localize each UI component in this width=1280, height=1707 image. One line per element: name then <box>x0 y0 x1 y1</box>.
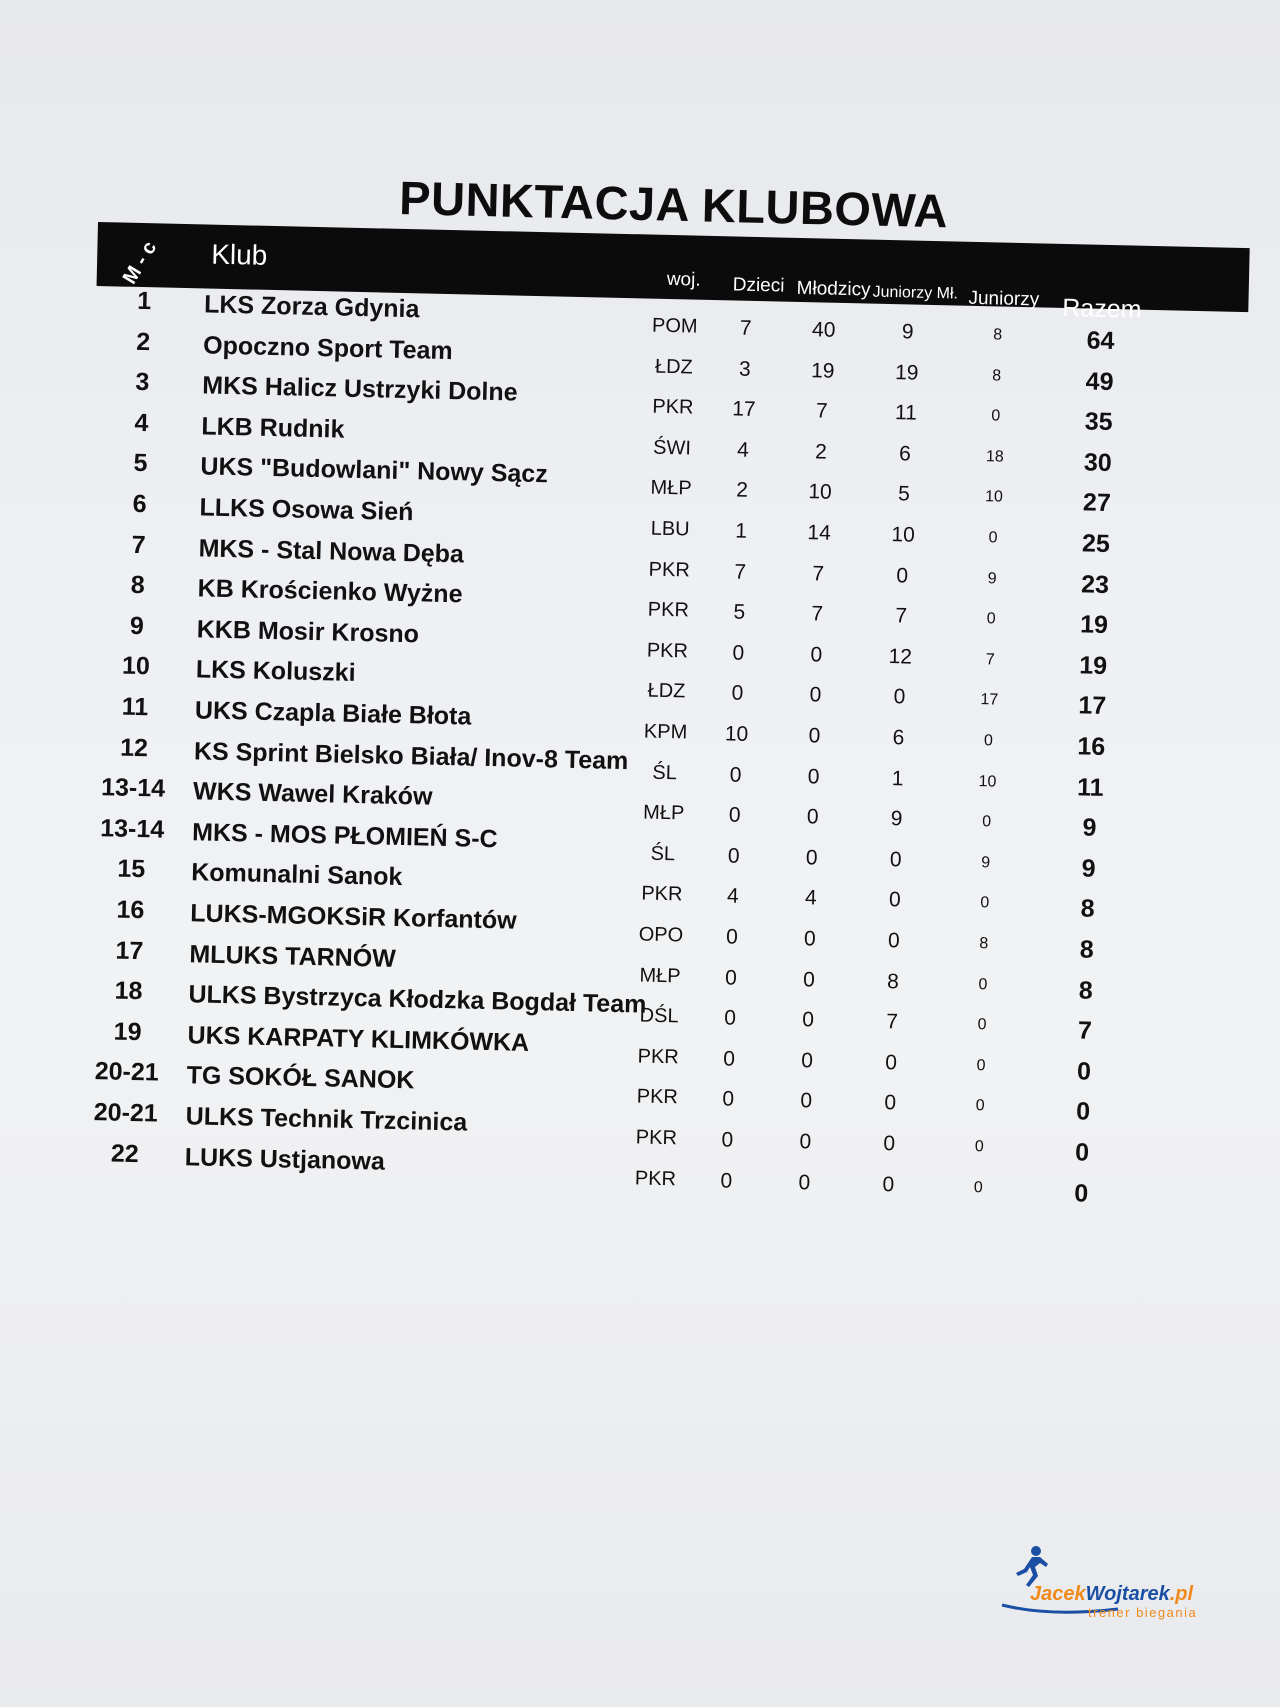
dzieci-cell: 5 <box>733 600 746 624</box>
position-cell: 7 <box>131 530 146 559</box>
juniorzy-cell: 8 <box>993 326 1003 344</box>
mlodzicy-cell: 0 <box>809 683 822 707</box>
club-name-cell: LKS Zorza Gdynia <box>203 290 420 324</box>
voivodeship-cell: KPM <box>643 720 688 744</box>
razem-cell: 8 <box>1080 894 1095 924</box>
juniorzy-ml-cell: 0 <box>889 847 902 872</box>
dzieci-cell: 0 <box>731 681 744 706</box>
position-cell: 17 <box>115 936 144 965</box>
razem-cell: 0 <box>1074 1138 1090 1167</box>
razem-cell: 11 <box>1076 772 1104 802</box>
header-position: M - c <box>118 237 162 288</box>
voivodeship-cell: LBU <box>650 517 690 541</box>
juniorzy-ml-cell: 0 <box>884 1091 897 1115</box>
club-name-cell: UKS Czapla Białe Błota <box>194 696 472 731</box>
club-name-cell: KB Krościenko Wyżne <box>197 574 463 609</box>
mlodzicy-cell: 0 <box>798 1170 811 1194</box>
brand-part-3: .pl <box>1169 1583 1194 1605</box>
header-voivodeship: woj. <box>666 268 701 291</box>
header-club: Klub <box>210 238 268 271</box>
juniorzy-cell: 10 <box>984 488 1004 506</box>
dzieci-cell: 0 <box>725 925 739 949</box>
razem-cell: 0 <box>1076 1057 1092 1086</box>
mlodzicy-cell: 19 <box>810 358 835 383</box>
juniorzy-ml-cell: 0 <box>882 1172 895 1196</box>
dzieci-cell: 0 <box>723 1006 737 1030</box>
club-name-cell: LUKS-MGOKSiR Korfantów <box>190 899 517 935</box>
position-cell: 11 <box>121 692 149 722</box>
club-name-cell: LKS Koluszki <box>195 655 356 688</box>
voivodeship-cell: PKR <box>652 395 694 419</box>
dzieci-cell: 2 <box>735 478 749 503</box>
juniorzy-cell: 0 <box>975 1097 985 1115</box>
dzieci-cell: 4 <box>726 884 739 909</box>
club-name-cell: KKB Mosir Krosno <box>196 615 420 649</box>
voivodeship-cell: OPO <box>638 923 684 947</box>
juniorzy-cell: 8 <box>992 366 1002 385</box>
razem-cell: 35 <box>1084 407 1113 437</box>
juniorzy-ml-cell: 9 <box>890 807 903 831</box>
club-name-cell: UKS "Budowlani" Nowy Sącz <box>200 452 549 489</box>
watermark-logo <box>1000 1545 1230 1625</box>
mlodzicy-cell: 0 <box>801 1048 814 1073</box>
position-cell: 19 <box>113 1017 142 1046</box>
voivodeship-cell: ŚL <box>650 842 676 866</box>
club-name-cell: UKS KARPATY KLIMKÓWKA <box>187 1021 530 1057</box>
dzieci-cell: 7 <box>734 560 747 584</box>
brand-part-1: Jacek <box>1030 1583 1086 1605</box>
position-cell: 13-14 <box>100 773 166 803</box>
razem-cell: 16 <box>1077 732 1106 761</box>
mlodzicy-cell: 7 <box>811 602 824 626</box>
mlodzicy-cell: 0 <box>801 1008 815 1032</box>
dzieci-cell: 17 <box>731 397 756 422</box>
juniorzy-ml-cell: 7 <box>885 1010 899 1034</box>
position-cell: 20-21 <box>94 1057 159 1087</box>
mlodzicy-cell: 0 <box>800 1089 813 1113</box>
razem-cell: 64 <box>1086 326 1115 356</box>
razem-cell: 27 <box>1082 488 1112 518</box>
razem-cell: 8 <box>1078 976 1094 1005</box>
razem-cell: 17 <box>1078 691 1107 721</box>
razem-cell: 19 <box>1078 651 1108 680</box>
juniorzy-ml-cell: 0 <box>883 1132 896 1156</box>
juniorzy-ml-cell: 0 <box>885 1050 898 1075</box>
voivodeship-cell: PKR <box>634 1167 677 1190</box>
juniorzy-ml-cell: 19 <box>894 360 919 385</box>
voivodeship-cell: MŁP <box>639 964 681 988</box>
juniorzy-cell: 8 <box>979 935 989 953</box>
position-cell: 15 <box>117 855 146 884</box>
club-name-cell: ULKS Technik Trzcinica <box>185 1102 468 1137</box>
juniorzy-cell: 0 <box>981 813 992 831</box>
voivodeship-cell: PKR <box>641 882 683 906</box>
club-name-cell: TG SOKÓŁ SANOK <box>186 1061 415 1095</box>
voivodeship-cell: PKR <box>635 1126 678 1150</box>
club-name-cell: MKS Halicz Ustrzyki Dolne <box>201 371 518 407</box>
position-cell: 22 <box>110 1139 140 1168</box>
razem-cell: 23 <box>1080 569 1110 599</box>
dzieci-cell: 0 <box>721 1128 734 1152</box>
position-cell: 13-14 <box>99 814 165 844</box>
juniorzy-ml-cell: 7 <box>895 604 908 628</box>
razem-cell: 7 <box>1077 1016 1093 1045</box>
dzieci-cell: 0 <box>727 844 740 868</box>
header-juniorzy-ml: Juniorzy Mł. <box>872 283 959 303</box>
club-ranking-table <box>75 222 1250 1268</box>
juniorzy-ml-cell: 6 <box>892 726 905 750</box>
razem-cell: 19 <box>1079 610 1109 640</box>
dzieci-cell: 0 <box>720 1168 733 1193</box>
club-name-cell: ULKS Bystrzyca Kłodzka Bogdał Team <box>188 980 647 1019</box>
voivodeship-cell: ŁDZ <box>647 679 686 703</box>
juniorzy-ml-cell: 12 <box>888 644 913 669</box>
juniorzy-ml-cell: 1 <box>891 766 904 791</box>
dzieci-cell: 1 <box>735 519 748 543</box>
position-cell: 5 <box>133 449 148 478</box>
juniorzy-ml-cell: 10 <box>891 523 916 547</box>
juniorzy-cell: 0 <box>988 529 998 547</box>
header-juniorzy: Juniorzy <box>968 287 1040 311</box>
voivodeship-cell: POM <box>651 314 698 338</box>
juniorzy-cell: 18 <box>985 448 1004 466</box>
position-cell: 1 <box>136 286 152 316</box>
watermark-tagline: trener biegania <box>1088 1605 1198 1620</box>
juniorzy-ml-cell: 9 <box>901 320 914 344</box>
position-cell: 8 <box>130 571 146 600</box>
dzieci-cell: 3 <box>738 357 751 381</box>
club-name-cell: LLKS Osowa Sień <box>199 493 414 527</box>
juniorzy-cell: 0 <box>973 1178 983 1196</box>
razem-cell: 9 <box>1081 854 1096 883</box>
mlodzicy-cell: 7 <box>812 561 825 586</box>
juniorzy-ml-cell: 0 <box>888 888 901 912</box>
juniorzy-cell: 17 <box>980 691 999 709</box>
dzieci-cell: 0 <box>723 1047 736 1071</box>
juniorzy-cell: 0 <box>976 1056 986 1075</box>
voivodeship-cell: PKR <box>647 598 690 622</box>
razem-cell: 0 <box>1073 1178 1089 1208</box>
juniorzy-ml-cell: 0 <box>896 563 909 588</box>
juniorzy-ml-cell: 0 <box>887 929 901 953</box>
mlodzicy-cell: 0 <box>805 846 818 870</box>
position-cell: 20-21 <box>93 1098 159 1128</box>
mlodzicy-cell: 0 <box>806 805 819 829</box>
voivodeship-cell: PKR <box>646 639 689 663</box>
club-name-cell: MKS - MOS PŁOMIEŃ S-C <box>191 818 498 854</box>
club-name-cell: Komunalni Sanok <box>190 858 403 892</box>
dzieci-cell: 0 <box>729 763 742 787</box>
razem-cell: 9 <box>1082 813 1097 842</box>
club-name-cell: WKS Wawel Kraków <box>192 777 433 811</box>
juniorzy-ml-cell: 11 <box>894 401 918 425</box>
position-cell: 16 <box>116 895 145 925</box>
mlodzicy-cell: 4 <box>804 886 817 910</box>
voivodeship-cell: DŚL <box>639 1004 679 1028</box>
mlodzicy-cell: 0 <box>810 643 823 667</box>
brand-part-2: Wojtarek <box>1085 1583 1170 1605</box>
mlodzicy-cell: 0 <box>803 927 817 951</box>
razem-cell: 0 <box>1075 1097 1091 1127</box>
position-cell: 4 <box>134 408 149 437</box>
razem-cell: 8 <box>1079 935 1095 964</box>
mlodzicy-cell: 7 <box>815 399 828 423</box>
voivodeship-cell: PKR <box>637 1045 680 1069</box>
dzieci-cell: 0 <box>724 966 738 990</box>
page-title: PUNKTACJA KLUBOWA <box>398 170 949 238</box>
juniorzy-cell: 0 <box>980 894 990 912</box>
position-cell: 9 <box>129 611 145 640</box>
dzieci-cell: 0 <box>732 641 745 665</box>
club-name-cell: Opoczno Sport Team <box>202 331 454 365</box>
juniorzy-cell: 0 <box>977 1016 987 1034</box>
juniorzy-cell: 0 <box>991 407 1001 425</box>
club-name-cell: LKB Rudnik <box>201 412 345 444</box>
header-dzieci: Dzieci <box>732 274 785 297</box>
header-razem: Razem <box>1061 293 1142 324</box>
position-cell: 3 <box>135 368 150 397</box>
juniorzy-ml-cell: 6 <box>898 442 912 466</box>
mlodzicy-cell: 0 <box>807 764 820 789</box>
mlodzicy-cell: 2 <box>814 440 828 464</box>
position-cell: 2 <box>136 327 151 356</box>
dzieci-cell: 7 <box>739 316 752 340</box>
position-cell: 18 <box>114 976 143 1006</box>
juniorzy-cell: 0 <box>974 1138 984 1156</box>
voivodeship-cell: MŁP <box>642 801 685 825</box>
mlodzicy-cell: 40 <box>811 318 836 342</box>
mlodzicy-cell: 10 <box>808 480 832 505</box>
razem-cell: 30 <box>1083 448 1113 477</box>
razem-cell: 25 <box>1081 529 1111 559</box>
juniorzy-ml-cell: 8 <box>886 969 900 993</box>
position-cell: 10 <box>121 652 151 681</box>
position-cell: 6 <box>132 489 147 519</box>
voivodeship-cell: ŁDZ <box>654 355 694 379</box>
voivodeship-cell: PKR <box>648 558 691 582</box>
voivodeship-cell: MŁP <box>650 476 692 500</box>
razem-cell: 49 <box>1085 367 1114 396</box>
juniorzy-cell: 7 <box>985 651 995 669</box>
position-cell: 12 <box>119 733 149 762</box>
dzieci-cell: 4 <box>736 438 750 462</box>
dzieci-cell: 0 <box>728 803 741 827</box>
mlodzicy-cell: 0 <box>799 1130 812 1154</box>
club-name-cell: LUKS Ustjanowa <box>184 1142 386 1176</box>
juniorzy-ml-cell: 5 <box>897 482 911 506</box>
dzieci-cell: 0 <box>722 1087 735 1112</box>
juniorzy-cell: 0 <box>986 610 996 628</box>
juniorzy-cell: 0 <box>978 975 988 993</box>
mlodzicy-cell: 0 <box>808 724 821 748</box>
juniorzy-cell: 9 <box>987 569 997 588</box>
mlodzicy-cell: 0 <box>802 967 816 992</box>
club-name-cell: KS Sprint Bielsko Biała/ Inov-8 Team <box>193 736 629 775</box>
mlodzicy-cell: 14 <box>807 521 832 545</box>
dzieci-cell: 10 <box>724 722 749 746</box>
voivodeship-cell: PKR <box>636 1085 679 1109</box>
juniorzy-cell: 9 <box>981 854 991 872</box>
juniorzy-ml-cell: 0 <box>893 685 906 709</box>
voivodeship-cell: ŚWI <box>652 436 692 460</box>
juniorzy-cell: 0 <box>983 732 994 750</box>
club-name-cell: MKS - Stal Nowa Dęba <box>198 533 465 568</box>
juniorzy-cell: 10 <box>978 772 997 791</box>
club-name-cell: MLUKS TARNÓW <box>189 939 397 973</box>
voivodeship-cell: ŚL <box>652 761 678 784</box>
header-mlodzicy: Młodzicy <box>796 277 871 301</box>
